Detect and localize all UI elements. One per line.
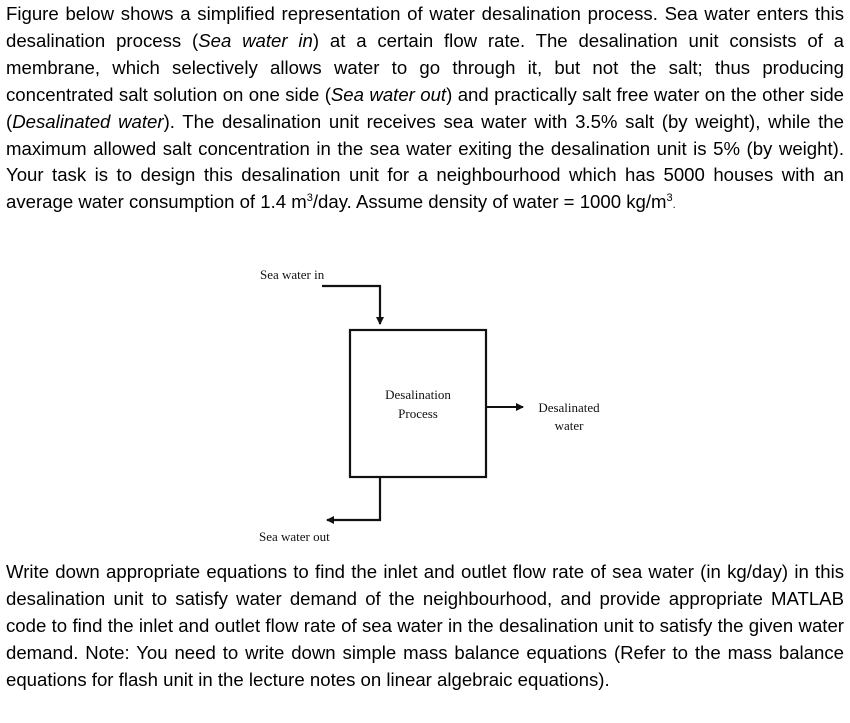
sea-water-in-arrow [322,286,380,324]
desalination-unit-label-line2: Process [398,406,438,421]
intro-italic-sea-water-in: Sea water in [198,29,313,51]
intro-text-1: Figure below shows a simplified representation of water desalination process. Sea water enters this desalination process ( [6,3,844,51]
superscript-cubed-1: 3 [306,192,313,205]
desalination-unit-label-line1: Desalination [385,387,451,402]
intro-italic-desalinated-water: Desalinated water [12,110,164,132]
desalinated-water-label-line1: Desalinated [538,400,600,415]
sea-water-out-label: Sea water out [259,529,330,544]
sea-water-out-arrow [327,477,380,520]
intro-text-6: . [672,199,676,212]
sea-water-in-label: Sea water in [260,267,325,282]
superscript-cubed-2: 3 [666,192,673,205]
desalination-unit-box [350,330,486,477]
intro-italic-sea-water-out: Sea water out [330,83,447,105]
intro-text-3: ) and practically salt free water on the other side ( [6,83,845,132]
intro-text-5: /day. Assume density of water = 1000 kg/m [312,191,667,213]
desalinated-water-label-line2: water [554,418,584,433]
intro-text-2: ) at a certain flow rate. The desalination unit consists of a membrane, which selectively allows water to go through it, but not the salt; thus producing concentrated salt solution on one side ( [6,29,845,105]
task-paragraph: Write down appropriate equations to find the inlet and outlet flow rate of sea water (in kg/day) in this desalination unit to satisfy water demand of the neighbourhood, and provide appropriate MATLAB code to find the inlet and outlet flow rate of sea water in the desalination unit to satisfy the given water demand. Note: You need to write down simple mass balance equations (Refer to the mass balance equations for flash unit in the lecture notes on linear algebraic equations). [6,561,844,690]
intro-text-4: ). The desalination unit receives sea water with 3.5% salt (by weight), while the maximum allowed salt concentration in the sea water exiting the desalination unit is 5% (by weight). Your task is to design this desalination unit for a neighbourhood which has 5000 houses with an average water consumption of 1.4 m [6,110,844,213]
